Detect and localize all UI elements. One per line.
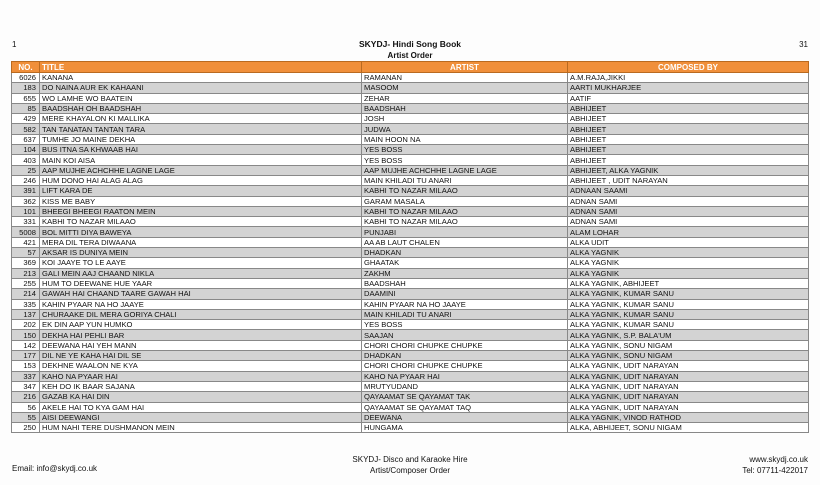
table-row bbox=[12, 124, 809, 134]
document-subtitle: Artist Order bbox=[387, 51, 433, 60]
cell-title: LIFT KARA DE bbox=[40, 186, 362, 196]
table-row bbox=[12, 134, 809, 144]
cell-artist: KAHIN PYAAR NA HO JAAYE bbox=[362, 299, 568, 309]
cell-no: 5008 bbox=[12, 227, 40, 237]
cell-artist: GARAM MASALA bbox=[362, 196, 568, 206]
cell-composed-by: ABHIJEET, ALKA YAGNIK bbox=[568, 165, 809, 175]
table-row bbox=[12, 175, 809, 185]
cell-no: 250 bbox=[12, 423, 40, 433]
column-header-artist: ARTIST bbox=[362, 62, 568, 73]
cell-title: TUMHE JO MAINE DEKHA bbox=[40, 134, 362, 144]
cell-title: DEKHA HAI PEHLI BAR bbox=[40, 330, 362, 340]
cell-title: MAIN KOI AISA bbox=[40, 155, 362, 165]
table-body bbox=[12, 73, 809, 433]
table-row bbox=[12, 268, 809, 278]
cell-no: 150 bbox=[12, 330, 40, 340]
cell-title: KAHO NA PYAAR HAI bbox=[40, 371, 362, 381]
cell-artist: SAAJAN bbox=[362, 330, 568, 340]
table-row bbox=[12, 206, 809, 216]
cell-no: 202 bbox=[12, 320, 40, 330]
cell-composed-by: ALKA YAGNIK bbox=[568, 268, 809, 278]
cell-composed-by: ALKA YAGNIK, KUMAR SANU bbox=[568, 299, 809, 309]
cell-composed-by: ALAM LOHAR bbox=[568, 227, 809, 237]
cell-composed-by: ALKA UDIT bbox=[568, 237, 809, 247]
cell-artist: MAIN KHILADI TU ANARI bbox=[362, 309, 568, 319]
cell-no: 391 bbox=[12, 186, 40, 196]
table-row bbox=[12, 402, 809, 412]
table-row bbox=[12, 289, 809, 299]
table-row bbox=[12, 330, 809, 340]
cell-no: 85 bbox=[12, 103, 40, 113]
cell-artist: PUNJABI bbox=[362, 227, 568, 237]
cell-no: 214 bbox=[12, 289, 40, 299]
table-row bbox=[12, 186, 809, 196]
cell-title: KISS ME BABY bbox=[40, 196, 362, 206]
table-row bbox=[12, 412, 809, 422]
column-header-title: TITLE bbox=[40, 62, 362, 73]
cell-composed-by: ABHIJEET , UDIT NARAYAN bbox=[568, 175, 809, 185]
cell-artist: KABHI TO NAZAR MILAAO bbox=[362, 206, 568, 216]
table-row bbox=[12, 196, 809, 206]
cell-composed-by: ALKA YAGNIK, KUMAR SANU bbox=[568, 289, 809, 299]
cell-artist: ZAKHM bbox=[362, 268, 568, 278]
cell-composed-by: ALKA YAGNIK, KUMAR SANU bbox=[568, 320, 809, 330]
cell-artist: AAP MUJHE ACHCHHE LAGNE LAGE bbox=[362, 165, 568, 175]
table-row bbox=[12, 340, 809, 350]
cell-no: 255 bbox=[12, 278, 40, 288]
cell-composed-by: AATIF bbox=[568, 93, 809, 103]
table-row bbox=[12, 145, 809, 155]
table-row bbox=[12, 165, 809, 175]
cell-title: BUS ITNA SA KHWAAB HAI bbox=[40, 145, 362, 155]
cell-no: 153 bbox=[12, 361, 40, 371]
cell-title: AISI DEEWANGI bbox=[40, 412, 362, 422]
cell-artist: MAIN KHILADI TU ANARI bbox=[362, 175, 568, 185]
table-row bbox=[12, 351, 809, 361]
cell-composed-by: ALKA YAGNIK, UDIT NARAYAN bbox=[568, 402, 809, 412]
cell-no: 25 bbox=[12, 165, 40, 175]
table-row bbox=[12, 309, 809, 319]
cell-title: TAN TANATAN TANTAN TARA bbox=[40, 124, 362, 134]
cell-no: 6026 bbox=[12, 73, 40, 83]
cell-composed-by: ALKA, ABHIJEET, SONU NIGAM bbox=[568, 423, 809, 433]
cell-composed-by: ALKA YAGNIK, ABHIJEET bbox=[568, 278, 809, 288]
cell-no: 421 bbox=[12, 237, 40, 247]
cell-composed-by: ALKA YAGNIK, S.P. BALA'UM bbox=[568, 330, 809, 340]
cell-no: 137 bbox=[12, 309, 40, 319]
song-table bbox=[11, 61, 809, 433]
cell-composed-by: ADNAAN SAAMI bbox=[568, 186, 809, 196]
cell-artist: JUDWA bbox=[362, 124, 568, 134]
cell-title: KOI JAAYE TO LE AAYE bbox=[40, 258, 362, 268]
cell-title: BHEEGI BHEEGI RAATON MEIN bbox=[40, 206, 362, 216]
cell-artist: YES BOSS bbox=[362, 320, 568, 330]
cell-title: AAP MUJHE ACHCHHE LAGNE LAGE bbox=[40, 165, 362, 175]
cell-title: DEEWANA HAI YEH MANN bbox=[40, 340, 362, 350]
table-row bbox=[12, 155, 809, 165]
cell-artist: YES BOSS bbox=[362, 145, 568, 155]
page-number-left: 1 bbox=[12, 40, 17, 49]
cell-composed-by: AARTI MUKHARJEE bbox=[568, 83, 809, 93]
cell-title: EK DIN AAP YUN HUMKO bbox=[40, 320, 362, 330]
page-number-right: 31 bbox=[799, 40, 808, 49]
cell-composed-by: ALKA YAGNIK bbox=[568, 258, 809, 268]
cell-artist: MRUTYUDAND bbox=[362, 381, 568, 391]
column-header-no: NO. bbox=[12, 62, 40, 73]
cell-composed-by: ALKA YAGNIK, UDIT NARAYAN bbox=[568, 392, 809, 402]
cell-composed-by: ALKA YAGNIK, VINOD RATHOD bbox=[568, 412, 809, 422]
cell-no: 369 bbox=[12, 258, 40, 268]
cell-artist: DAAMINI bbox=[362, 289, 568, 299]
cell-composed-by: ABHIJEET bbox=[568, 145, 809, 155]
cell-no: 183 bbox=[12, 83, 40, 93]
cell-no: 104 bbox=[12, 145, 40, 155]
table-row bbox=[12, 237, 809, 247]
table-row bbox=[12, 73, 809, 83]
cell-no: 331 bbox=[12, 217, 40, 227]
table-row bbox=[12, 83, 809, 93]
column-header-composed-by: COMPOSED BY bbox=[568, 62, 809, 73]
cell-title: MERA DIL TERA DIWAANA bbox=[40, 237, 362, 247]
cell-artist: KABHI TO NAZAR MILAAO bbox=[362, 217, 568, 227]
cell-title: KABHI TO NAZAR MILAAO bbox=[40, 217, 362, 227]
cell-no: 362 bbox=[12, 196, 40, 206]
cell-no: 56 bbox=[12, 402, 40, 412]
table-row bbox=[12, 93, 809, 103]
table-row bbox=[12, 423, 809, 433]
cell-composed-by: ALKA YAGNIK bbox=[568, 248, 809, 258]
cell-title: BAADSHAH OH BAADSHAH bbox=[40, 103, 362, 113]
cell-title: HUM NAHI TERE DUSHMANON MEIN bbox=[40, 423, 362, 433]
cell-no: 213 bbox=[12, 268, 40, 278]
cell-composed-by: ALKA YAGNIK, SONU NIGAM bbox=[568, 340, 809, 350]
cell-artist: KAHO NA PYAAR HAI bbox=[362, 371, 568, 381]
cell-title: DO NAINA AUR EK KAHAANI bbox=[40, 83, 362, 93]
cell-title: HUM DONO HAI ALAG ALAG bbox=[40, 175, 362, 185]
cell-artist: QAYAAMAT SE QAYAMAT TAK bbox=[362, 392, 568, 402]
cell-artist: CHORI CHORI CHUPKE CHUPKE bbox=[362, 340, 568, 350]
cell-artist: DHADKAN bbox=[362, 248, 568, 258]
cell-no: 57 bbox=[12, 248, 40, 258]
footer-website: www.skydj.co.uk bbox=[749, 455, 808, 464]
cell-title: WO LAMHE WO BAATEIN bbox=[40, 93, 362, 103]
cell-title: DEKHNE WAALON NE KYA bbox=[40, 361, 362, 371]
cell-title: KANANA bbox=[40, 73, 362, 83]
cell-title: GAZAB KA HAI DIN bbox=[40, 392, 362, 402]
cell-composed-by: ALKA YAGNIK, UDIT NARAYAN bbox=[568, 371, 809, 381]
cell-title: GALI MEIN AAJ CHAAND NIKLA bbox=[40, 268, 362, 278]
cell-title: AKSAR IS DUNIYA MEIN bbox=[40, 248, 362, 258]
footer-phone: Tel: 07711-422017 bbox=[742, 466, 808, 475]
footer-company: SKYDJ- Disco and Karaoke Hire bbox=[352, 455, 468, 464]
cell-composed-by: ABHIJEET bbox=[568, 124, 809, 134]
cell-composed-by: ADNAN SAMI bbox=[568, 217, 809, 227]
cell-no: 337 bbox=[12, 371, 40, 381]
cell-no: 55 bbox=[12, 412, 40, 422]
cell-composed-by: ABHIJEET bbox=[568, 155, 809, 165]
cell-artist: CHORI CHORI CHUPKE CHUPKE bbox=[362, 361, 568, 371]
cell-composed-by: ABHIJEET bbox=[568, 103, 809, 113]
table-row bbox=[12, 248, 809, 258]
cell-no: 101 bbox=[12, 206, 40, 216]
footer-email: Email: info@skydj.co.uk bbox=[12, 464, 98, 473]
cell-artist: MAIN HOON NA bbox=[362, 134, 568, 144]
table-row bbox=[12, 361, 809, 371]
cell-title: CHURAAKE DIL MERA GORIYA CHALI bbox=[40, 309, 362, 319]
table-row bbox=[12, 381, 809, 391]
cell-no: 403 bbox=[12, 155, 40, 165]
document-title: SKYDJ- Hindi Song Book bbox=[359, 39, 461, 49]
cell-artist: KABHI TO NAZAR MILAAO bbox=[362, 186, 568, 196]
cell-no: 142 bbox=[12, 340, 40, 350]
cell-composed-by: ADNAN SAMI bbox=[568, 206, 809, 216]
cell-composed-by: A.M.RAJA,JIKKI bbox=[568, 73, 809, 83]
cell-title: KEH DO IK BAAR SAJANA bbox=[40, 381, 362, 391]
cell-composed-by: ABHIJEET bbox=[568, 114, 809, 124]
footer-order: Artist/Composer Order bbox=[369, 466, 451, 475]
cell-artist: AA AB LAUT CHALEN bbox=[362, 237, 568, 247]
cell-artist: RAMANAN bbox=[362, 73, 568, 83]
cell-artist: BAADSHAH bbox=[362, 103, 568, 113]
cell-no: 637 bbox=[12, 134, 40, 144]
cell-no: 655 bbox=[12, 93, 40, 103]
cell-artist: YES BOSS bbox=[362, 155, 568, 165]
cell-title: BOL MITTI DIYA BAWEYA bbox=[40, 227, 362, 237]
cell-composed-by: ALKA YAGNIK, UDIT NARAYAN bbox=[568, 381, 809, 391]
cell-artist: GHAATAK bbox=[362, 258, 568, 268]
cell-no: 177 bbox=[12, 351, 40, 361]
cell-title: MERE KHAYALON KI MALLIKA bbox=[40, 114, 362, 124]
cell-artist: DHADKAN bbox=[362, 351, 568, 361]
cell-no: 582 bbox=[12, 124, 40, 134]
table-row bbox=[12, 258, 809, 268]
table-row bbox=[12, 392, 809, 402]
cell-artist: HUNGAMA bbox=[362, 423, 568, 433]
cell-artist: MASOOM bbox=[362, 83, 568, 93]
cell-artist: ZEHAR bbox=[362, 93, 568, 103]
cell-title: GAWAH HAI CHAAND TAARE GAWAH HAI bbox=[40, 289, 362, 299]
cell-title: HUM TO DEEWANE HUE YAAR bbox=[40, 278, 362, 288]
cell-no: 335 bbox=[12, 299, 40, 309]
cell-composed-by: ALKA YAGNIK, UDIT NARAYAN bbox=[568, 361, 809, 371]
cell-title: DIL NE YE KAHA HAI DIL SE bbox=[40, 351, 362, 361]
cell-artist: QAYAAMAT SE QAYAMAT TAQ bbox=[362, 402, 568, 412]
cell-no: 429 bbox=[12, 114, 40, 124]
table-row bbox=[12, 103, 809, 113]
cell-no: 216 bbox=[12, 392, 40, 402]
table-row bbox=[12, 114, 809, 124]
cell-title: AKELE HAI TO KYA GAM HAI bbox=[40, 402, 362, 412]
cell-artist: BAADSHAH bbox=[362, 278, 568, 288]
table-row bbox=[12, 278, 809, 288]
table-row bbox=[12, 227, 809, 237]
cell-composed-by: ADNAN SAMI bbox=[568, 196, 809, 206]
table-header-row bbox=[12, 62, 809, 73]
table-row bbox=[12, 217, 809, 227]
table-row bbox=[12, 371, 809, 381]
cell-title: KAHIN PYAAR NA HO JAAYE bbox=[40, 299, 362, 309]
table-row bbox=[12, 299, 809, 309]
cell-artist: DEEWANA bbox=[362, 412, 568, 422]
cell-composed-by: ALKA YAGNIK, KUMAR SANU bbox=[568, 309, 809, 319]
cell-composed-by: ALKA YAGNIK, SONU NIGAM bbox=[568, 351, 809, 361]
cell-no: 347 bbox=[12, 381, 40, 391]
cell-no: 246 bbox=[12, 175, 40, 185]
cell-composed-by: ABHIJEET bbox=[568, 134, 809, 144]
table-row bbox=[12, 320, 809, 330]
cell-artist: JOSH bbox=[362, 114, 568, 124]
